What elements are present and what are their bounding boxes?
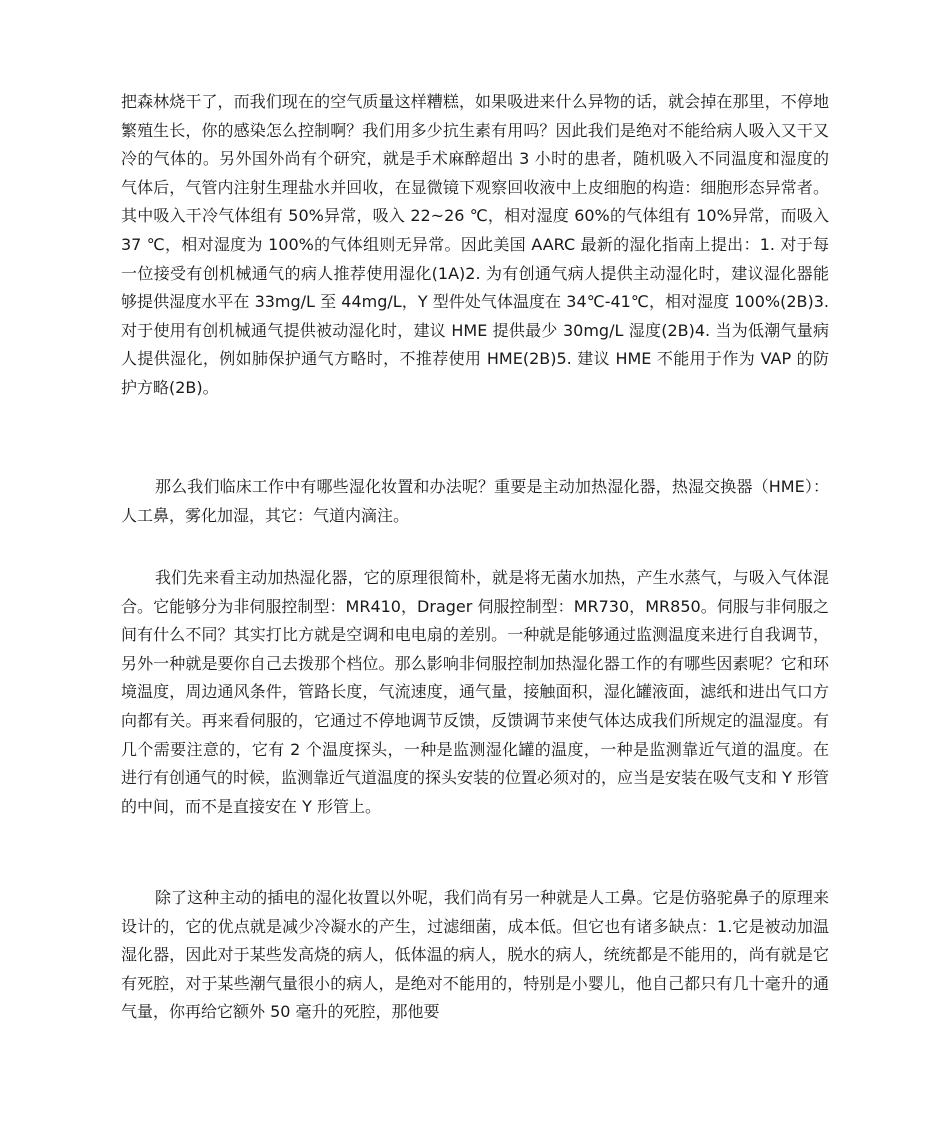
paragraph-humidification-guideline: 把森林烧干了，而我们现在的空气质量这样糟糕，如果吸进来什么异物的话，就会掉在那里，不停地繁殖生长，你的感染怎么控制啊？我们用多少抗生素有用吗？因此我们是绝对不能给病人吸入又干又冷的气体的。另外国外尚有个研究，就是手术麻醉超出 3 小时的患者，随机吸入不同温度和湿度的气体后，气管内注射生理盐水并回收，在显微镜下观察回收液中上皮细胞的构造：细胞形态异常者。其中吸入干冷气体组有 50%异常，吸入 22~26 ℃，相对湿度 60%的气体组有 10%异常，而吸入 37 ℃，相对湿度为 100%的气体组则无异常。因此美国 AARC 最新的湿化指南上提出：1. 对于每一位接受有创机械通气的病人推荐使用湿化(1A)2. 为有创通气病人提供主动湿化时，建议湿化器能够提供湿度水平在 33mg/L 至 44mg/L，Y 型件处气体温度在 34℃-41℃，相对湿度 100%(2B)3. 对于使用有创机械通气提供被动湿化时，建议 HME 提供最少 30mg/L 湿度(2B)4. 当为低潮气量病人提供湿化，例如肺保护通气方略时，不推荐使用 HME(2B)5. 建议 HME 不能用于作为 VAP 的防护方略(2B)。: [121, 92, 829, 397]
paragraph-active-heated-humidifier: 我们先来看主动加热湿化器，它的原理很简朴，就是将无菌水加热，产生水蒸气，与吸入气体混合。它能够分为非伺服控制型：MR410，Drager 伺服控制型：MR730，MR850。伺服与非伺服之间有什么不同？其实打比方就是空调和电电扇的差别。一种就是能够通过监测温度来进行自我调节，另外一种就是要你自己去拨那个档位。那么影响非伺服控制加热湿化器工作的有哪些因素呢？它和环境温度，周边通风条件，管路长度，气流速度，通气量，接触面积，湿化罐液面，滤纸和进出气口方向都有关。再来看伺服的，它通过不停地调节反馈，反馈调节来使气体达成我们所规定的温湿度。有几个需要注意的，它有 2 个温度探头，一种是监测湿化罐的温度，一种是监测靠近气道的温度。在进行有创通气的时候，监测靠近气道温度的探头安装的位置必须对的，应当是安装在吸气支和 Y 形管的中间，而不是直接安在 Y 形管上。: [121, 568, 829, 816]
paragraph-artificial-nose: 除了这种主动的插电的湿化妆置以外呢，我们尚有另一种就是人工鼻。它是仿骆驼鼻子的原理来设计的，它的优点就是减少冷凝水的产生，过滤细菌，成本低。但它也有诸多缺点：1.它是被动加温湿化器，因此对于某些发高烧的病人，低体温的病人，脱水的病人，统统都是不能用的，尚有就是它有死腔，对于某些潮气量很小的病人，是绝对不能用的，特别是小婴儿，他自己都只有几十毫升的通气量，你再给它额外 50 毫升的死腔，那他要: [121, 888, 829, 1022]
paragraph-humidification-methods: 那么我们临床工作中有哪些湿化妆置和办法呢？重要是主动加热湿化器，热湿交换器（HME）：人工鼻，雾化加湿，其它：气道内滴注。: [121, 477, 829, 525]
